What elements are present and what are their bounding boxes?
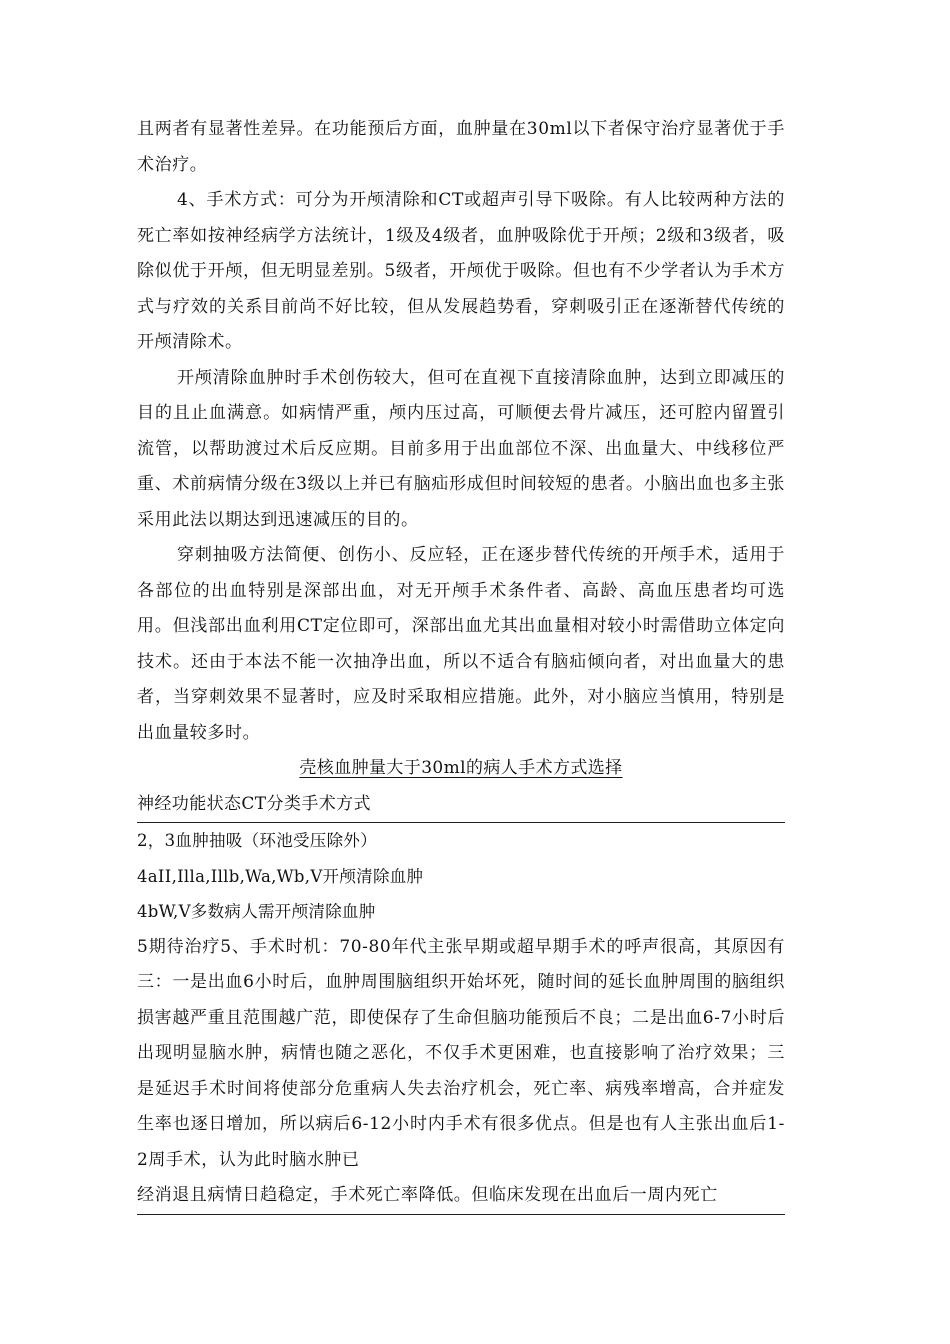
table-header: 神经功能状态CT分类手术方式 [137, 787, 785, 824]
document-page [137, 112, 785, 1215]
paragraph-surgery-timing-text: 5期待治疗5、手术时机：70-80年代主张早期或超早期手术的呼声很高，其原因有三：一是出血6小时后，血肿周围脑组织开始坏死，随时间的延长血肿周围的脑组织损害越严重且范围越广范，即使保存了生命但脑功能预后不良；二是出血6-7小时后出现明显脑水肿，病情也随之恶化，不仅手术更困难，也直接影响了治疗效果；三是延迟手术时间将使部分危重病人失去治疗机会，死亡率、病残率增高，合并症发生率也逐日增加，所以病后6-12小时内手术有很多优点。但是也有人主张出血后1-2周手术，认为此时脑水肿已 [137, 936, 785, 1170]
table-row: 4aII,Illa,Illb,Wa,Wb,V开颅清除血肿 [137, 866, 424, 886]
paragraph-surgical-methods: 4、手术方式：可分为开颅清除和CT或超声引导下吸除。有人比较两种方法的死亡率如按神经病学方法统计，1级及4级者，血肿吸除优于开颅；2级和3级者，吸除似优于开颅，但无明显差别。5级者，开颅优于吸除。但也有不少学者认为手术方式与疗效的关系目前尚不好比较，但从发展趋势看，穿刺吸引正在逐渐替代传统的开颅清除术。 [137, 190, 785, 352]
table-title [137, 751, 785, 787]
table-title-text: 壳核血肿量大于30ml的病人手术方式选择 [299, 758, 623, 778]
table-row: 4bW,V多数病人需开颅清除血肿 [137, 902, 376, 921]
paragraph-puncture-aspiration: 穿刺抽吸方法简便、创伤小、反应轻，正在逐步替代传统的开颅手术，适用于各部位的出血特别是深部出血，对无开颅手术条件者、高龄、高血压患者均可选用。但浅部出血利用CT定位即可，深部出血尤其出血量相对较小时需借助立体定向技术。还由于本法不能一次抽净出血，所以不适合有脑疝倾向者，对出血量大的患者，当穿刺效果不显著时，应及时采取相应措施。此外，对小脑应当慎用，特别是出血量较多时。 [137, 545, 785, 743]
paragraph-last-line: 经消退且病情日趋稳定，手术死亡率降低。但临床发现在出血后一周内死亡 [137, 1178, 785, 1215]
table-row: 2，3血肿抽吸（环池受压除外） [137, 831, 377, 850]
paragraph-surgery-timing [137, 930, 785, 1215]
paragraph-1: 且两者有显著性差异。在功能预后方面，血肿量在30ml以下者保守治疗显著优于手术治疗。 [137, 119, 785, 175]
paragraph-craniotomy: 开颅清除血肿时手术创伤较大，但可在直视下直接清除血肿，达到立即减压的目的且止血满意。如病情严重，颅内压过高，可顺便去骨片减压，还可腔内留置引流管，以帮助渡过术后反应期。目前多用于出血部位不深、出血量大、中线移位严重、术前病情分级在3级以上并已有脑疝形成但时间较短的患者。小脑出血也多主张采用此法以期达到迅速减压的目的。 [137, 367, 785, 530]
